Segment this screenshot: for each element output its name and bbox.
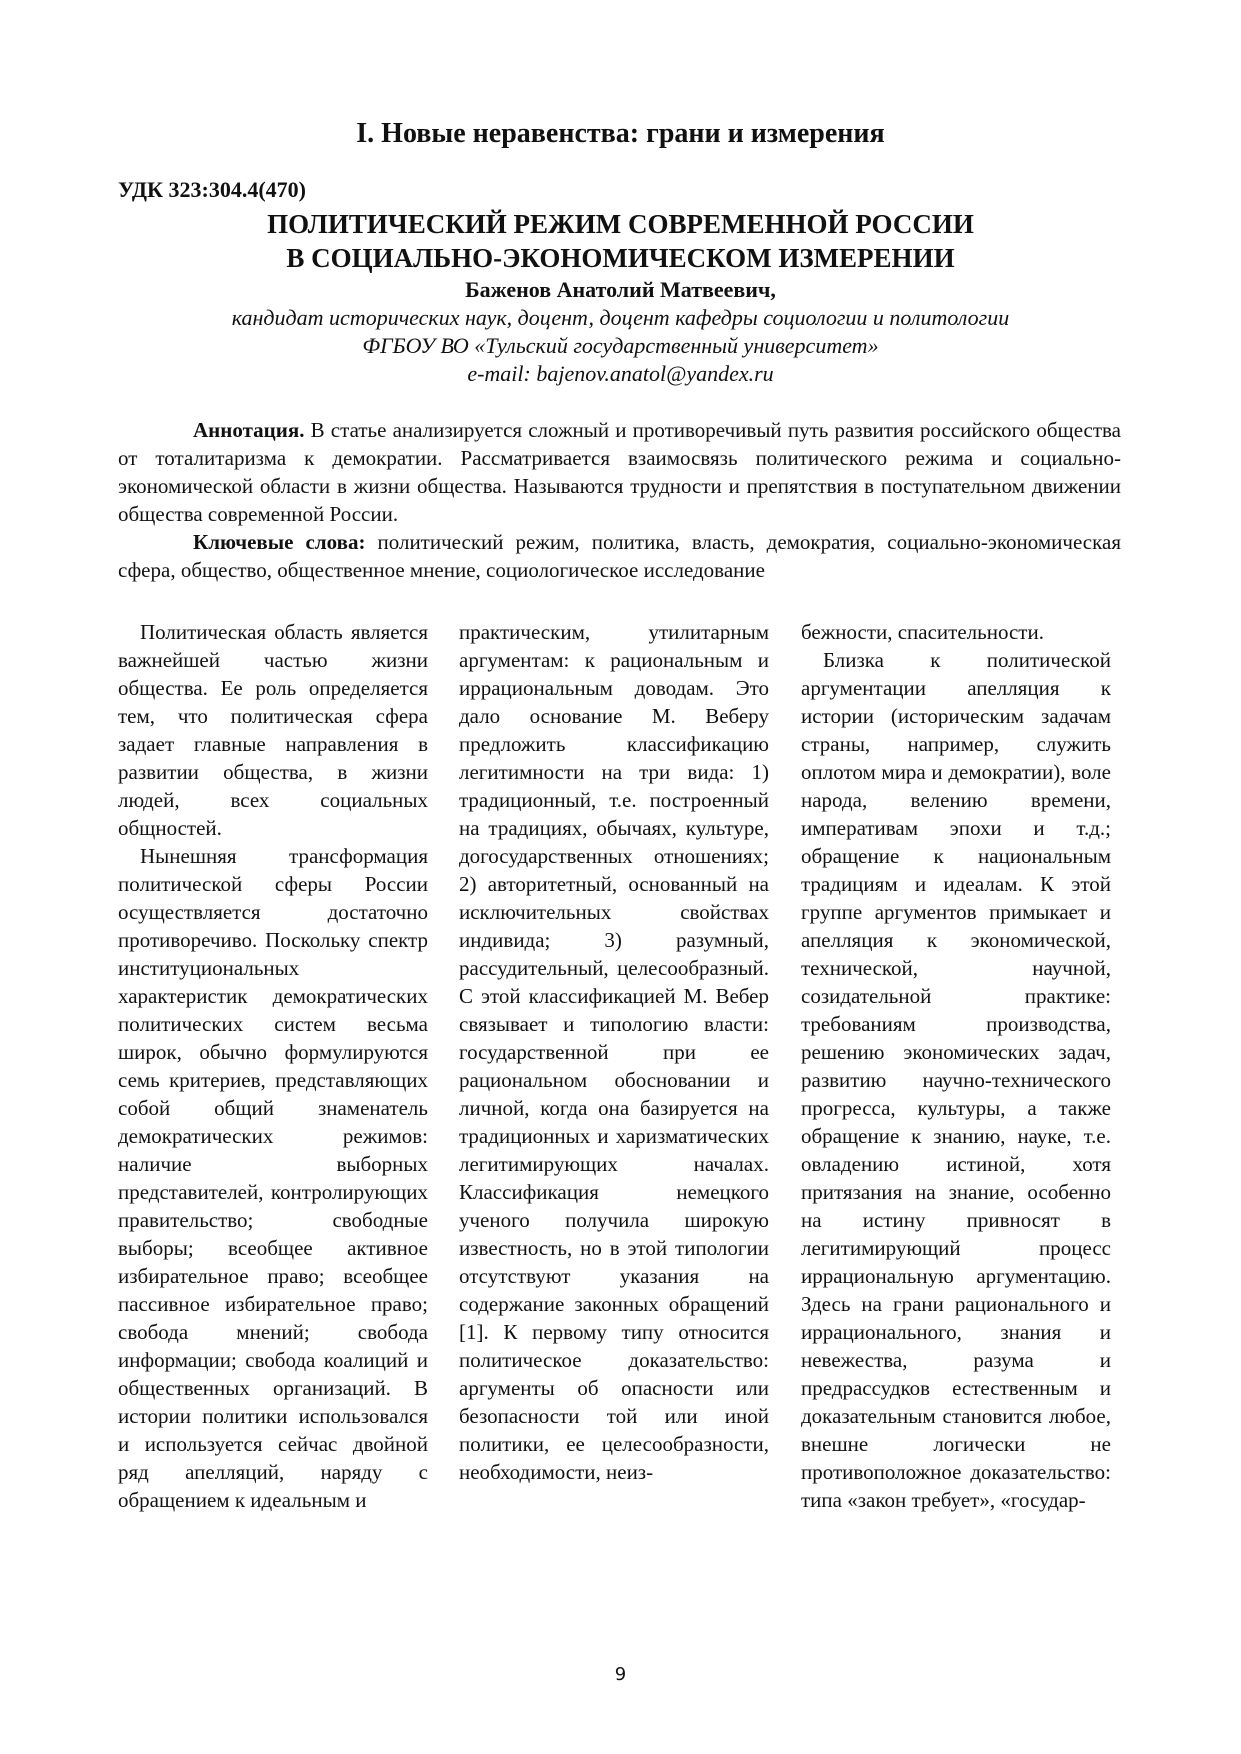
article-title (0, 207, 1241, 275)
abstract-text: В статье анализируется сложный и противоречивый путь развития российского общества от тоталитаризма к демократии. Рассматривается взаимосвязь политического режима и социально-экономической области в жизни общества. Называются трудности и препятствия в поступательном движении общества современной России. (118, 418, 1121, 526)
body-column-1 (118, 618, 428, 1514)
abstract-label: Аннотация. (193, 418, 305, 442)
body-paragraph: бежности, спасительности. (801, 620, 1044, 644)
keywords-paragraph (118, 528, 1121, 584)
author-affiliation: ФГБОУ ВО «Тульский государственный университет» (362, 333, 879, 358)
body-paragraph: практическим, утилитарным аргументам: к рациональным и иррациональным доводам. Это дало основание М. Веберу предложить классификацию легитимности на три вида: 1) традиционный, т.е. построенный на традициях, обычаях, культуре, догосударственных отношениях; 2) авторитетный, основанный на исключительных свойствах индивида; 3) разумный, рассудительный, целесообразный. С этой классификацией М. Вебер связывает и типологию власти: государственной при ее рациональном обосновании и личной, когда она базируется на традиционных и харизматических легитимирующих началах. Классификация немецкого ученого получила широкую известность, но в этой типологии отсутствуют указания на содержание законных обращений [1]. К первому типу относится политическое доказательство: аргументы об опасности или безопасности той или иной политики, ее целесообразности, необходимости, неиз- (459, 620, 769, 1484)
body-paragraph: Близка к политической аргументации апелляция к истории (историческим задачам страны, например, служить оплотом мира и демократии), воле народа, велению времени, императивам эпохи и т.д.; обращение к национальным традициям и идеалам. К этой группе аргументов примыкает и апелляция к экономической, технической, научной, созидательной практике: требованиям производства, решению экономических задач, развитию научно-технического прогресса, культуры, а также обращение к знанию, науке, т.е. овладению истиной, хотя притязания на знание, особенно на истину привносят в легитимирующий процесс иррациональную аргументацию. Здесь на грани рационального и иррационального, знания и невежества, разума и предрассудков естественным и доказательным становится любое, внешне логически не противоположное доказательство: типа «закон требует», «государ- (801, 648, 1111, 1512)
author-name: Баженов Анатолий Матвеевич, (465, 277, 776, 302)
page-number: 9 (614, 1664, 627, 1685)
author-email: e-mail: bajenov.anatol@yandex.ru (467, 361, 774, 386)
article-title-line-1: ПОЛИТИЧЕСКИЙ РЕЖИМ СОВРЕМЕННОЙ РОССИИ (267, 209, 974, 239)
udk-code: УДК 323:304.4(470) (118, 177, 306, 202)
body-paragraph: Политическая область является важнейшей частью жизни общества. Ее роль определяется тем, что политическая сфера задает главные направления в развитии общества, в жизни людей, всех социальных общностей. (118, 620, 428, 840)
body-paragraph: Нынешняя трансформация политической сферы России осуществляется достаточно противоречиво. Поскольку спектр институциональных характеристик демократических политических систем весьма широк, обычно формулируются семь критериев, представляющих собой общий знаменатель демократических режимов: наличие выборных представителей, контролирующих правительство; свободные выборы; всеобщее активное избирательное право; всеобщее пассивное избирательное право; свобода мнений; свобода информации; свобода коалиций и общественных организаций. В истории политики использовался и используется сейчас двойной ряд апелляций, наряду с обращением к идеальным и (118, 844, 428, 1512)
section-heading: I. Новые неравенства: грани и измерения (356, 118, 885, 149)
keywords-label: Ключевые слова: (193, 530, 366, 554)
abstract-block (118, 416, 1121, 584)
article-title-line-2: В СОЦИАЛЬНО-ЭКОНОМИЧЕСКОМ ИЗМЕРЕНИИ (286, 243, 955, 273)
body-column-2 (459, 618, 769, 1486)
abstract-paragraph (118, 416, 1121, 528)
author-block (0, 276, 1241, 388)
body-column-3 (801, 618, 1111, 1514)
author-position: кандидат исторических наук, доцент, доцент кафедры социологии и политологии (231, 305, 1010, 330)
keywords-text: политический режим, политика, власть, демократия, социально-экономическая сфера, общество, общественное мнение, социологическое исследование (118, 530, 1121, 582)
